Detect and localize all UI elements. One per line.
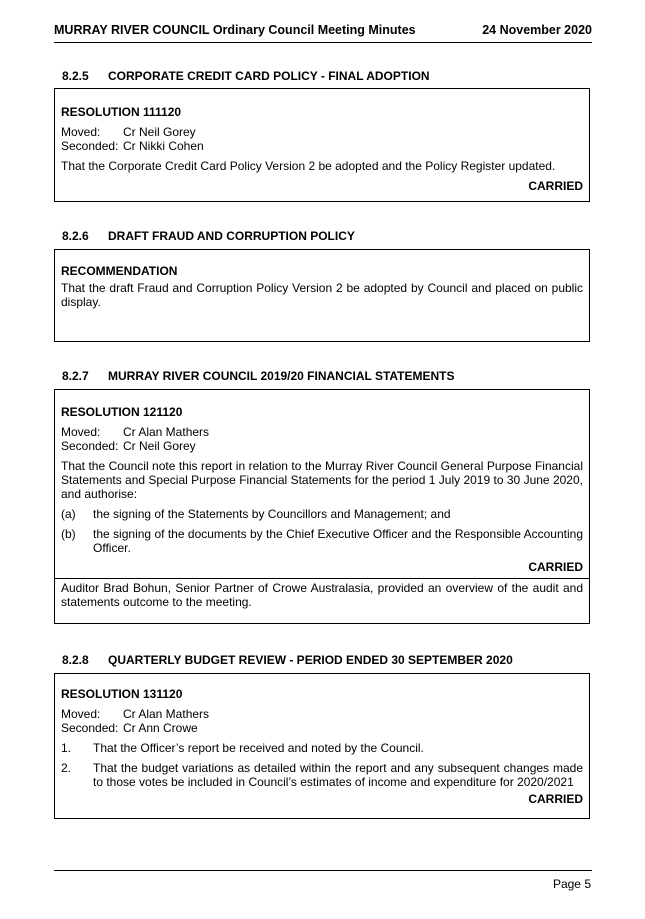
seconded-row <box>61 139 583 153</box>
list-text: That the budget variations as detailed within the report and any subsequent changes made to those votes be included in Council’s estimates of income and expenditure for 2020/2021 <box>93 761 583 789</box>
moved-value: Cr Alan Mathers <box>123 425 210 439</box>
seconded-label: Seconded: <box>61 439 119 453</box>
list-item <box>61 527 583 555</box>
seconded-label: Seconded: <box>61 721 119 735</box>
seconded-value: Cr Neil Gorey <box>123 439 196 453</box>
resolution-text: That the Council note this report in relation to the Murray River Council General Purpose Financial Statements and Special Purpose Financial Statements for the period 1 July 2019 to 30 June 2020, and authorise: <box>61 459 583 501</box>
document-title: MURRAY RIVER COUNCIL Ordinary Council Meeting Minutes <box>54 23 416 37</box>
resolution-box-111120 <box>54 88 590 202</box>
resolution-text: That the Corporate Credit Card Policy Version 2 be adopted and the Policy Register updated. <box>61 159 556 173</box>
page-number: Page 5 <box>552 877 591 891</box>
recommendation-box <box>54 249 590 342</box>
page-header <box>54 23 592 37</box>
moved-row <box>61 707 583 721</box>
moved-label: Moved: <box>61 425 101 439</box>
recommendation-text: That the draft Fraud and Corruption Policy Version 2 be adopted by Council and placed on public display. <box>61 281 583 309</box>
moved-row <box>61 425 583 439</box>
seconded-row <box>61 721 583 735</box>
section-title: CORPORATE CREDIT CARD POLICY - FINAL ADOPTION <box>108 69 430 83</box>
seconded-value: Cr Nikki Cohen <box>123 139 204 153</box>
box-divider <box>55 578 589 579</box>
list-marker: 2. <box>61 761 72 775</box>
resolution-title: RESOLUTION 131120 <box>61 687 183 701</box>
section-heading-8-2-8 <box>62 653 513 667</box>
resolution-box-121120 <box>54 389 590 624</box>
list-marker: (b) <box>61 527 76 541</box>
carried-label: CARRIED <box>528 792 583 806</box>
auditor-note: Auditor Brad Bohun, Senior Partner of Crowe Australasia, provided an overview of the audit and statements outcome to the meeting. <box>61 581 583 609</box>
list-item <box>61 761 583 789</box>
resolution-title: RESOLUTION 121120 <box>61 405 183 419</box>
section-title: QUARTERLY BUDGET REVIEW - PERIOD ENDED 30 SEPTEMBER 2020 <box>108 653 513 667</box>
section-heading-8-2-7 <box>62 369 455 383</box>
moved-label: Moved: <box>61 707 101 721</box>
list-item <box>61 507 583 521</box>
list-marker: 1. <box>61 741 72 755</box>
list-text: That the Officer’s report be received and noted by the Council. <box>93 741 424 755</box>
carried-label: CARRIED <box>528 179 583 193</box>
footer-divider <box>54 870 592 871</box>
resolution-title: RESOLUTION 111120 <box>61 105 182 119</box>
section-heading-8-2-5 <box>62 69 430 83</box>
seconded-label: Seconded: <box>61 139 119 153</box>
list-text: the signing of the documents by the Chief Executive Officer and the Responsible Accounting Officer. <box>93 527 583 555</box>
carried-label: CARRIED <box>528 560 583 574</box>
seconded-value: Cr Ann Crowe <box>123 721 198 735</box>
list-marker: (a) <box>61 507 76 521</box>
moved-value: Cr Alan Mathers <box>123 707 210 721</box>
list-text: the signing of the Statements by Councillors and Management; and <box>93 507 451 521</box>
section-number: 8.2.5 <box>62 69 89 83</box>
section-number: 8.2.8 <box>62 653 89 667</box>
section-number: 8.2.7 <box>62 369 89 383</box>
seconded-row <box>61 439 583 453</box>
section-heading-8-2-6 <box>62 229 355 243</box>
header-divider <box>54 42 592 43</box>
recommendation-title: RECOMMENDATION <box>61 264 178 278</box>
section-title: DRAFT FRAUD AND CORRUPTION POLICY <box>108 229 355 243</box>
list-item <box>61 741 583 755</box>
moved-label: Moved: <box>61 125 101 139</box>
meeting-date: 24 November 2020 <box>482 23 592 37</box>
resolution-box-131120 <box>54 673 590 819</box>
moved-value: Cr Neil Gorey <box>123 125 196 139</box>
section-number: 8.2.6 <box>62 229 89 243</box>
moved-row <box>61 125 583 139</box>
section-title: MURRAY RIVER COUNCIL 2019/20 FINANCIAL STATEMENTS <box>108 369 455 383</box>
